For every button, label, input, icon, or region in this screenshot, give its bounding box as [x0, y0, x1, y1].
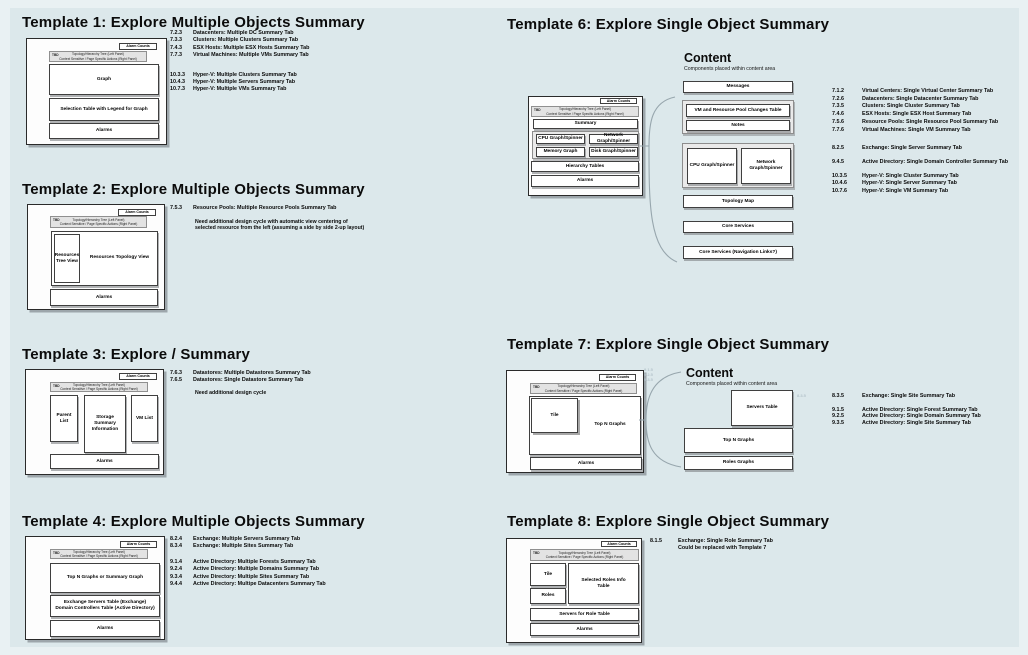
content-graph-group: [682, 143, 794, 188]
item-num: 10.3.3: [170, 71, 185, 78]
list-group: [832, 159, 1008, 167]
item-text: ESX Hosts: Single ESX Host Summary Tab: [862, 111, 972, 118]
page-edge-bottom: [0, 647, 1028, 655]
panel-line-1: Topology/Hierarchy Tree (Left Panel): [72, 217, 125, 222]
selection-table-box: Selection Table with Legend for Graph: [49, 98, 159, 121]
template-6-title: Template 6: Explore Single Object Summary: [507, 16, 830, 33]
item-num: 7.2.6: [832, 95, 844, 102]
item-text: Datacenters: Multiple DC Summary Tab: [193, 30, 294, 36]
disk-graph-box: Disk Graph/Spinner: [589, 147, 638, 157]
resources-container-box: [51, 231, 158, 286]
tables-line-2: Domain Controllers Table (Active Directory): [55, 606, 155, 611]
alarms-box: Alarms: [531, 175, 639, 187]
item-num: 10.4.3: [170, 79, 185, 86]
tbd-bar: [50, 549, 148, 559]
note-line: Need additional design cycle with automatic view centering of: [195, 219, 348, 225]
panel-line-1: Topology/Hierarchy Tree (Left Panel): [73, 382, 125, 387]
item-num: 9.2.4: [170, 566, 182, 573]
alarms-box: Alarms: [50, 454, 159, 469]
tbd-bar: [50, 216, 147, 228]
list-item: [832, 420, 981, 426]
cpu-graph-box: CPU Graph/Spinner: [687, 148, 737, 184]
list-item: [170, 52, 309, 59]
list-group: [832, 88, 1008, 134]
list-item: [170, 45, 309, 52]
list-item: [170, 79, 309, 86]
item-text: Resource Pools: Multiple Resource Pools Summary Tab: [193, 205, 337, 211]
template-7-wireframe: [506, 370, 644, 473]
alarms-box: Alarms: [50, 620, 160, 637]
template-1-list: [170, 30, 309, 94]
item-num: 9.3.4: [170, 573, 182, 580]
item-text: Hyper-V: Single VM Summary Tab: [862, 188, 949, 195]
tile-box: Tile: [531, 398, 578, 433]
panel-description: [532, 107, 638, 116]
panel-description: [51, 383, 147, 391]
graph-box: Graph: [49, 64, 159, 95]
tbd-bar: [530, 383, 637, 394]
template-2-note: [195, 219, 364, 231]
memory-graph-box: Memory Graph: [536, 147, 585, 157]
list-item: [170, 72, 309, 79]
item-num: 7.2.3: [170, 30, 182, 36]
panel-line-2: Context Sensitive / Page Specific Actions (Right Panel): [544, 388, 623, 393]
list-group: [170, 72, 309, 94]
panel-line-2: Context Sensitive / Page Specific Actions (Right Panel): [545, 555, 624, 559]
alarms-box: Alarms: [50, 289, 158, 306]
list-item: [832, 111, 1008, 119]
item-text: Active Directory: Single Forest Summary Tab: [862, 407, 978, 414]
list-item: [170, 581, 326, 588]
panel-description: [51, 550, 147, 558]
item-num: 7.1.2: [832, 88, 844, 94]
page-edge-left: [0, 0, 10, 655]
template-6-wireframe: [528, 96, 643, 196]
item-text: Hyper-V: Multiple VMs Summary Tab: [193, 86, 287, 93]
panel-line-2: Context Sensitive / Page Specific Actions (Right Panel): [59, 222, 138, 226]
alarms-box: Alarms: [530, 457, 642, 470]
item-text: Clusters: Multiple Clusters Summary Tab: [193, 37, 299, 44]
item-text: Active Directory: Single Domain Summary Tab: [862, 413, 981, 420]
template-2-wireframe: [27, 204, 165, 310]
list-item: [832, 103, 1008, 111]
network-graph-box: Network Graph/Spinner: [741, 148, 791, 184]
faint-num: 9.1.5: [644, 367, 653, 372]
content-area-box: [529, 396, 641, 455]
item-num: 7.6.5: [170, 377, 182, 384]
item-text: Hyper-V: Multiple Servers Summary Tab: [193, 79, 296, 86]
list-item: [832, 119, 1008, 127]
item-text: Hyper-V: Single Cluster Summary Tab: [862, 172, 959, 179]
list-item: [832, 159, 1008, 167]
item-num: 8.3.4: [170, 543, 182, 550]
list-item: [170, 86, 309, 93]
content-subheading: Components placed within content area: [684, 66, 776, 72]
list-item: [832, 393, 981, 399]
panel-line-1: Topology/Hierarchy Tree (Left Panel): [73, 549, 125, 554]
item-text: Virtual Machines: Multiple VMs Summary Tab: [193, 52, 309, 59]
tbd-label: TBD: [52, 53, 59, 57]
item-num: 7.3.5: [832, 103, 844, 110]
list-item: [832, 145, 1008, 153]
item-text: Virtual Centers: Single Virtual Center Summary Tab: [862, 88, 994, 94]
item-num: 9.4.4: [170, 581, 182, 588]
item-num: 7.4.6: [832, 111, 844, 118]
core-services-nav-box: Core Services (Navigation Links?): [683, 246, 793, 259]
list-item: [832, 127, 1008, 135]
template-2-list: [170, 205, 336, 212]
template-1-wireframe: [26, 38, 167, 145]
item-text: Clusters: Single Cluster Summary Tab: [862, 103, 960, 110]
panel-line-2: Context Sensitive / Page Specific Actions (Right Panel): [60, 387, 138, 391]
content-heading: Content: [686, 366, 734, 380]
vm-rp-changes-table-box: VM and Resource Pool Changes Table: [686, 104, 790, 117]
page-edge-top: [0, 0, 1028, 8]
item-text: Resource Pools: Single Resource Pool Summary Tab: [862, 118, 999, 125]
list-item: [832, 96, 1008, 104]
item-num: 9.1.4: [170, 558, 182, 565]
tables-line-1: Exchange Servers Table (Exchange): [63, 600, 147, 606]
template-3-note: Need additional design cycle: [195, 390, 267, 396]
template-4-list: [170, 536, 326, 588]
item-text: Exchange: Single Server Summary Tab: [862, 145, 962, 152]
cpu-graph-box: CPU Graph/Spinner: [536, 134, 585, 144]
item-num: 9.4.5: [832, 158, 844, 165]
item-num: 7.3.3: [170, 37, 182, 44]
item-num: 10.3.5: [832, 172, 847, 179]
template-8-list: [650, 538, 773, 552]
servers-table-box: Servers Table: [731, 390, 793, 426]
panel-description: [50, 52, 146, 61]
alarm-counts-box: Alarm Counts: [119, 373, 157, 380]
top-n-graphs-label: Top N Graphs: [594, 422, 626, 428]
core-services-box: Core Services: [683, 221, 793, 233]
tbd-bar: [530, 549, 639, 561]
item-num: 7.6.3: [170, 370, 182, 376]
template-8-wireframe: [506, 538, 642, 643]
list-item: [170, 30, 309, 37]
panel-description: [531, 384, 636, 393]
resources-topology-view-label: Resources Topology View: [89, 255, 150, 261]
item-num: 8.2.5: [832, 145, 844, 152]
template-2-title: Template 2: Explore Multiple Objects Summary: [22, 181, 365, 198]
content-subheading: Components placed within content area: [686, 381, 778, 387]
graph-grid: [532, 131, 639, 159]
faint-num: 9.2.5: [644, 372, 653, 377]
item-num: 8.3.5: [832, 393, 844, 399]
roles-box: Roles: [530, 588, 566, 604]
list-item: [170, 205, 336, 212]
tbd-bar: [50, 382, 148, 392]
item-text: Datastores: Single Datastore Summary Tab: [193, 377, 304, 384]
tbd-label: TBD: [53, 551, 60, 555]
roles-graphs-box: Roles Graphs: [684, 456, 793, 470]
item-num: 10.7.6: [832, 188, 847, 195]
page-edge-right: [1019, 0, 1028, 655]
item-num: 10.4.6: [832, 180, 847, 187]
item-text: ESX Hosts: Multiple ESX Hosts Summary Tab: [193, 44, 310, 51]
item-num: 9.2.5: [832, 413, 844, 420]
list-group: [832, 393, 981, 399]
alarm-counts-box: Alarm Counts: [120, 541, 157, 548]
item-text: Hyper-V: Multiple Clusters Summary Tab: [193, 71, 297, 78]
vm-notes-group: [682, 100, 794, 134]
tbd-label: TBD: [53, 384, 60, 388]
tbd-bar: [531, 106, 639, 117]
hierarchy-tables-box: Hierarchy Tables: [531, 161, 639, 172]
item-num: 7.5.6: [832, 118, 844, 125]
content-heading: Content: [684, 51, 732, 65]
panel-line-2: Context Sensitive / Page Specific Actions (Right Panel): [60, 554, 138, 558]
template-3-wireframe: [25, 369, 164, 475]
item-text: Datastores: Multiple Datastores Summary Tab: [193, 370, 311, 376]
list-item: [832, 188, 1008, 196]
list-item: [170, 370, 311, 377]
brace-connector: [638, 364, 686, 474]
item-text: Active Directory: Single Site Summary Tab: [862, 419, 971, 426]
topology-map-box: Topology Map: [683, 195, 793, 208]
template-6-list: [832, 88, 1008, 196]
list-group: [832, 407, 981, 426]
template-3-title: Template 3: Explore / Summary: [22, 346, 251, 363]
template-7-list: [832, 393, 981, 426]
list-group: [170, 30, 309, 60]
item-text: Exchange: Single Site Summary Tab: [862, 393, 956, 399]
item-num: 7.5.3: [170, 205, 182, 211]
messages-box: Messages: [683, 81, 793, 93]
tile-box: Tile: [530, 563, 566, 586]
item-num: [650, 545, 678, 552]
item-text: Active Directory: Single Domain Controller Summary Tab: [862, 158, 1009, 165]
panel-line-1: Topology/Hierarchy Tree (Left Panel): [557, 384, 610, 389]
notes-box: Notes: [686, 120, 790, 131]
panel-line-2: Context Sensitive / Page Specific Actions (Right Panel): [59, 56, 137, 61]
panel-line-1: Topology/Hierarchy Tree (Left Panel): [558, 550, 611, 555]
tbd-label: TBD: [533, 551, 540, 555]
tbd-label: TBD: [53, 218, 60, 222]
alarm-counts-box: Alarm Counts: [119, 43, 157, 50]
template-4-title: Template 4: Explore Multiple Objects Summary: [22, 513, 365, 530]
panel-line-1: Topology/Hierarchy Tree (Left Panel): [72, 52, 124, 57]
item-num: 9.3.5: [832, 419, 844, 426]
tbd-label: TBD: [533, 385, 540, 389]
item-text: Active Directory: Multiple Forests Summary Tab: [193, 558, 316, 565]
panel-line-2: Context Sensitive / Page Specific Actions (Right Panel): [546, 111, 624, 116]
list-item: [832, 180, 1008, 188]
list-item: [832, 173, 1008, 181]
item-text: Virtual Machines: Single VM Summary Tab: [862, 126, 971, 133]
list-item: [170, 37, 309, 44]
item-text: Datacenters: Single Datacenter Summary Tab: [862, 95, 979, 102]
note-line: selected resource from the left (assuming a side by side 2-up layout): [195, 225, 365, 232]
selected-roles-info-box: Selected Roles Info Table: [568, 563, 639, 604]
list-group: [832, 173, 1008, 196]
tbd-label: TBD: [534, 108, 541, 112]
alarms-box: Alarms: [49, 123, 159, 139]
network-graph-box: Network Graph/Spinner: [589, 134, 638, 144]
resources-tree-view-box: Resources Tree View: [54, 234, 80, 283]
list-item: [170, 543, 326, 550]
template-3-list: [170, 370, 311, 385]
panel-description: [51, 217, 146, 227]
list-item: [170, 559, 326, 566]
list-item: [832, 88, 1008, 96]
item-text: Active Directory: Multiple Domains Summary Tab: [193, 566, 320, 573]
item-num: 8.2.4: [170, 536, 182, 542]
alarm-counts-box: Alarm Counts: [601, 541, 637, 547]
list-item: [170, 566, 326, 573]
list-note: [650, 545, 773, 552]
list-item: [170, 536, 326, 543]
item-num: 7.7.6: [832, 126, 844, 133]
alarm-counts-box: Alarm Counts: [599, 374, 636, 381]
alarm-counts-box: Alarm Counts: [118, 209, 156, 216]
item-num: 7.7.3: [170, 52, 182, 59]
item-text: Active Directory: Multipe Datacenters Summary Tab: [193, 581, 326, 588]
list-group: [832, 145, 1008, 153]
summary-box: Summary: [533, 119, 638, 129]
list-item: [170, 377, 311, 384]
top-n-graphs-box: Top N Graphs or Summary Graph: [50, 563, 160, 593]
panel-line-1: Topology/Hierarchy Tree (Left Panel): [559, 107, 611, 112]
list-group: [170, 559, 326, 589]
item-num: 8.1.5: [650, 538, 662, 544]
list-item: [170, 574, 326, 581]
template-7-title: Template 7: Explore Single Object Summary: [507, 336, 830, 353]
note-text: Could be replaced with Template 7: [678, 544, 767, 551]
item-text: Exchange: Multiple Servers Summary Tab: [193, 536, 301, 542]
vm-list-box: VM List: [131, 395, 158, 442]
template-8-title: Template 8: Explore Single Object Summary: [507, 513, 830, 530]
item-text: Active Directory: Multiple Sites Summary Tab: [193, 573, 310, 580]
list-group: [170, 536, 326, 551]
storage-summary-box: Storage Summary Information: [84, 395, 126, 453]
faint-num: 9.3.5: [644, 377, 653, 382]
template-4-wireframe: [25, 536, 165, 640]
exchange-ad-tables-box: [50, 595, 160, 617]
parent-list-box: Parent List: [50, 395, 78, 442]
item-num: 7.4.3: [170, 44, 182, 51]
item-text: Exchange: Multiple Sites Summary Tab: [193, 543, 294, 550]
faint-servers-num: 8.3.5: [797, 393, 806, 398]
panel-description: [531, 550, 638, 560]
top-n-graphs-box: Top N Graphs: [684, 428, 793, 453]
item-text: Hyper-V: Single Server Summary Tab: [862, 180, 957, 187]
tbd-bar: [49, 51, 147, 62]
template-1-title: Template 1: Explore Multiple Objects Summary: [22, 14, 365, 31]
alarm-counts-box: Alarm Counts: [600, 98, 637, 104]
item-num: 10.7.3: [170, 86, 185, 93]
alarms-box: Alarms: [530, 623, 639, 636]
brace-connector: [638, 92, 684, 268]
list-item: [650, 538, 773, 545]
item-text: Exchange: Single Role Summary Tab: [678, 538, 773, 544]
item-num: 9.1.5: [832, 407, 844, 414]
servers-for-role-box: Servers for Role Table: [530, 608, 639, 621]
